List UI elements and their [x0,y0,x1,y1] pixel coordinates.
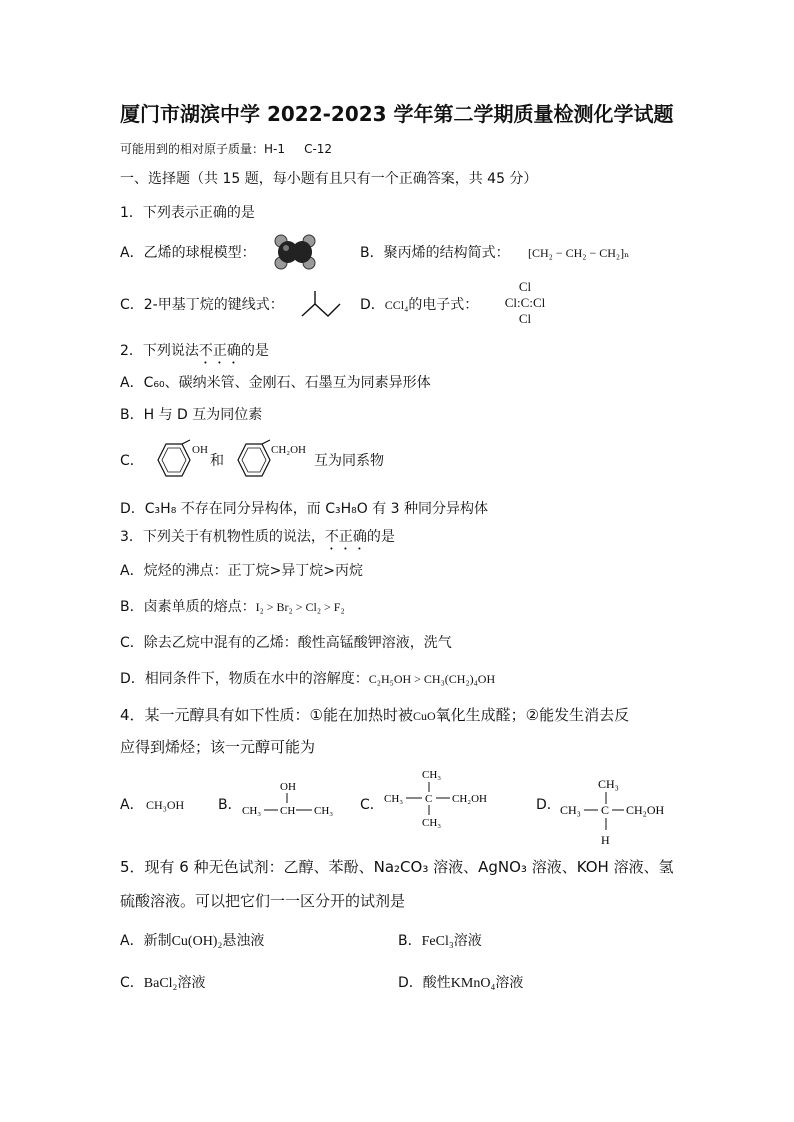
q4-option-d-label: D． [536,797,561,813]
svg-text:CH₃: CH₃ [598,777,619,791]
page-title: 厦门市湖滨中学 2022-2023 学年第二学期质量检测化学试题 [120,102,674,126]
q5-option-c: C．BaCl₂溶液 [120,975,206,991]
q5-option-b: B．FeCl₃溶液 [398,933,482,949]
q3-stem: 3．下列关于有机物性质的说法，不正确的是 [120,529,395,545]
phenol-oh-label: OH [192,444,208,456]
polypropylene-formula: [CH₂ − CH₂ − CH₂]ₙ [528,246,630,260]
q1-option-b: B．聚丙烯的结构简式： [360,245,510,261]
svg-text:CH₃: CH₃ [314,805,334,817]
svg-text:CH₃: CH₃ [384,793,404,805]
atomic-mass-line: 可能用到的相对原子质量：H-1 C-12 [120,142,333,156]
benzyl-ch2oh-label: CH₂OH [271,444,307,456]
q4-option-c-label: C． [360,797,384,813]
q2-and: 和 [210,453,224,469]
svg-text:C: C [601,803,610,817]
q4-stem-line1: 4．某一元醇具有如下性质：①能在加热时被CuO氧化生成醛；②能发生消去反 [120,706,630,724]
section-heading: 一、选择题（共 15 题，每小题有且只有一个正确答案，共 45 分） [120,171,538,187]
q3-option-a: A．烷烃的沸点：正丁烷>异丁烷>丙烷 [120,563,364,579]
neopentyl-alcohol-structure [382,768,498,830]
svg-text:H: H [601,833,610,847]
q4-option-b-label: B． [218,797,242,813]
q2-option-c-label: C． [120,453,144,469]
q3-option-b: B．卤素单质的熔点：I₂ > Br₂ > Cl₂ > F₂ [120,599,345,615]
q2-option-c-post: 互为同系物 [314,453,384,469]
svg-text:CH₃: CH₃ [422,817,442,829]
q5-stem-line1: 5．现有 6 种无色试剂：乙醇、苯酚、Na₂CO₃ 溶液、AgNO₃ 溶液、KOH 溶液、氢 [120,858,674,876]
methylbutane-skeletal-formula [300,290,344,320]
q4-stem-line2: 应得到烯烃；该一元醇可能为 [120,738,316,756]
q3-option-d: D．相同条件下，物质在水中的溶解度：C₂H₅OH > CH₃(CH₂)₄OH [120,671,496,687]
svg-text:OH: OH [280,781,296,793]
svg-text:CH₃: CH₃ [242,805,262,817]
svg-text:CH: CH [280,805,296,817]
q2-option-b: B．H 与 D 互为同位素 [120,407,263,423]
q2-option-a: A．C₆₀、碳纳米管、金刚石、石墨互为同素异形体 [120,375,431,391]
q5-option-a: A．新制Cu(OH)₂悬浊液 [120,933,265,949]
svg-text:CH₃: CH₃ [560,803,581,817]
methanol-formula: CH₃OH [146,798,185,812]
ethylene-ball-stick-model [272,234,318,270]
q2-stem: 2．下列说法不正确的是 [120,343,269,359]
q1-option-c: C．2-甲基丁烷的键线式： [120,297,284,313]
q5-option-d: D．酸性KMnO₄溶液 [398,975,524,991]
q4-option-a-label: A． [120,797,144,813]
svg-text:CH₃: CH₃ [422,769,442,781]
q1-option-a: A．乙烯的球棍模型： [120,245,256,261]
q2-option-d: D．C₃H₈ 不存在同分异构体，而 C₃H₈O 有 3 种同分异构体 [120,501,489,517]
svg-text:CH₂OH: CH₂OH [452,793,488,805]
q1-option-d: D．CCl₄的电子式： [360,297,479,313]
q3-option-c: C．除去乙烷中混有的乙烯：酸性高锰酸钾溶液，洗气 [120,635,452,651]
isobutanol-structure [560,774,678,846]
isopropanol-structure [240,778,340,822]
svg-text:C: C [425,793,433,805]
q5-stem-line2: 硫酸溶液。可以把它们一一区分开的试剂是 [120,892,406,910]
svg-text:CH₂OH: CH₂OH [626,803,665,817]
q1-stem: 1．下列表示正确的是 [120,205,255,221]
ccl4-electron-formula: Cl Cl:C:Cl Cl [504,279,546,326]
